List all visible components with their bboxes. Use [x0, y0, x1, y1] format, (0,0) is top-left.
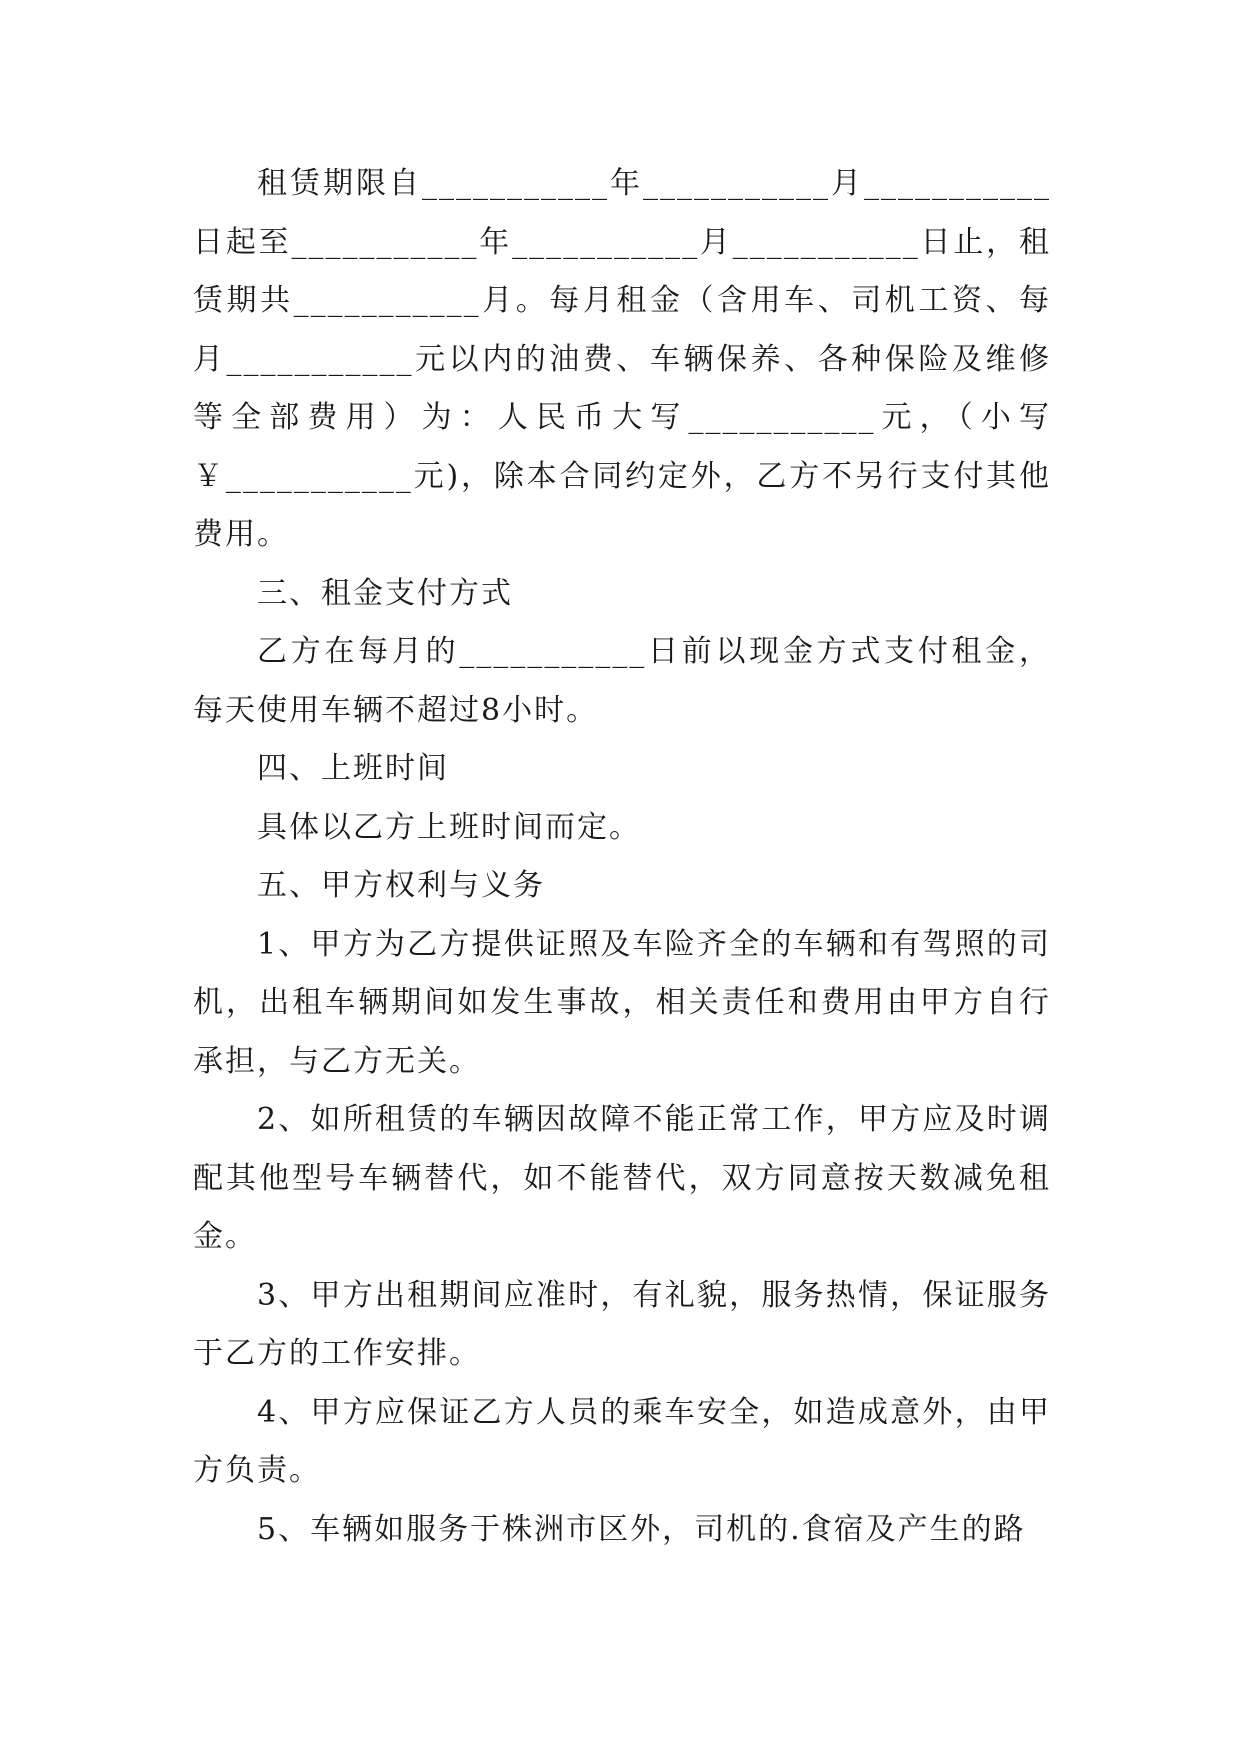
clause-1: 1、甲方为乙方提供证照及车险齐全的车辆和有驾照的司机，出租车辆期间如发生事故，相关责任和费用由甲方自行承担，与乙方无关。: [193, 926, 1051, 1079]
paragraph-rent-payment: 乙方在每月的___________日前以现金方式支付租金，每天使用车辆不超过8小时。: [193, 634, 1051, 728]
clause-2: 2、如所租赁的车辆因故障不能正常工作，甲方应及时调配其他型号车辆替代，如不能替代，双方同意按天数减免租金。: [193, 1102, 1051, 1254]
clause-5: 5、车辆如服务于株洲市区外，司机的.食宿及产生的路: [257, 1511, 1026, 1547]
clause-3: 3、甲方出租期间应准时，有礼貌，服务热情，保证服务于乙方的工作安排。: [193, 1277, 1051, 1371]
paragraph-work-hours: 具体以乙方上班时间而定。: [257, 809, 641, 845]
clause-4: 4、甲方应保证乙方人员的乘车安全，如造成意外，由甲方负责。: [193, 1394, 1051, 1488]
paragraph-lease-term: 租赁期限自___________年___________月___________日起至___________年___________月___________日止，租赁期共___________月。每月租金（含用车、司机工资、每月___________元以内的油费、车辆保养、各种保险及维修等全部费用）为：人民币大写___________元，（小写￥___________元)，除本合同约定外，乙方不另行支付其他费用。: [193, 166, 1051, 552]
heading-party-a-rights: 五、甲方权利与义务: [257, 868, 545, 903]
document-body: [193, 155, 1051, 1559]
heading-work-hours: 四、上班时间: [257, 751, 449, 786]
heading-rent-payment: 三、租金支付方式: [257, 575, 513, 611]
